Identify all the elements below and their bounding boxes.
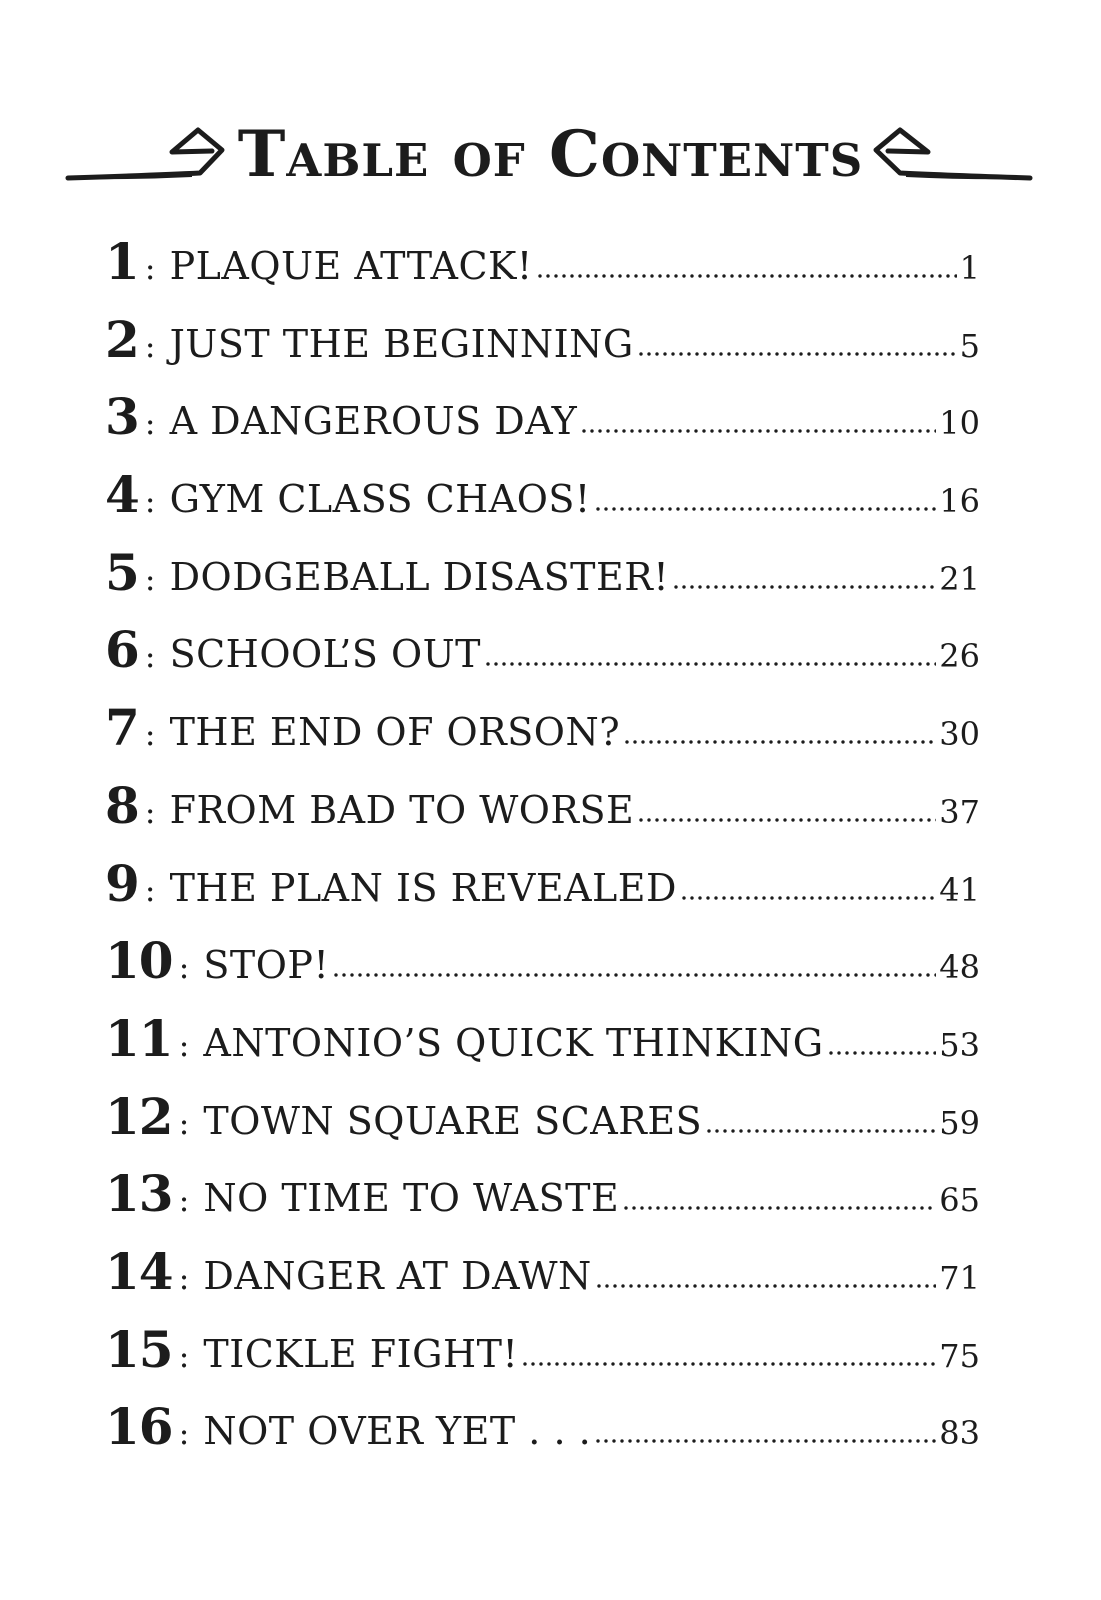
page-title: Table of Contents [237,117,864,192]
chapter-page-number: 75 [939,1336,980,1375]
chapter-number: 2 [105,309,139,369]
dot-leader [705,1129,936,1133]
chapter-colon: : [178,1336,190,1375]
chapter-entry-5 [105,543,980,621]
dot-leader [536,274,957,278]
chapter-colon: : [178,1181,190,1220]
chapter-colon: : [144,559,156,598]
chapter-colon: : [178,1258,190,1297]
dot-leader [580,429,936,433]
dot-leader [637,352,957,356]
dot-leader [595,1284,936,1288]
chapter-colon: : [178,948,190,987]
chapter-title: THE END OF ORSON? [169,710,621,755]
chapter-entry-2 [105,310,980,388]
chapter-page-number: 71 [939,1258,980,1297]
chapter-page-number: 21 [939,559,980,598]
chapter-entry-15 [105,1320,980,1398]
chapter-page-number: 37 [939,792,980,831]
chapter-colon: : [144,326,156,365]
chapter-colon: : [144,870,156,909]
chapter-title: NO TIME TO WASTE [203,1176,620,1221]
chapter-page-number: 5 [959,326,980,365]
chapter-number: 1 [105,232,139,291]
dot-leader [594,1439,936,1443]
chapter-number: 7 [105,698,139,758]
chapter-entry-16 [105,1397,980,1475]
chapter-title: STOP! [203,943,330,988]
chapter-entry-10 [105,931,980,1009]
chapter-colon: : [144,715,156,754]
chapter-colon: : [144,482,156,521]
chapter-number: 14 [105,1241,173,1301]
chapter-number: 9 [105,853,139,913]
chapter-colon: : [144,404,156,443]
chapter-page-number: 48 [939,948,980,987]
dot-leader [672,585,936,589]
chapter-number: 6 [105,620,139,680]
chapter-colon: : [144,249,156,287]
chapter-page-number: 41 [939,870,980,909]
chapter-title: NOT OVER YET . . . [203,1409,592,1454]
chapter-colon: : [144,637,156,676]
chapter-entry-11 [105,1009,980,1087]
dot-leader [680,896,936,900]
chapter-number: 12 [105,1086,173,1146]
chapter-title: TOWN SQUARE SCARES [203,1098,703,1143]
chapter-number: 10 [105,931,173,991]
chapter-title: THE PLAN IS REVEALED [169,865,677,910]
chapter-title: ANTONIO’S QUICK THINKING [203,1020,824,1065]
chapter-entry-12 [105,1087,980,1165]
chapter-entry-4 [105,465,980,543]
dot-leader [623,740,936,744]
chapter-number: 15 [105,1319,173,1379]
chapter-title: GYM CLASS CHAOS! [169,477,591,522]
chapter-colon: : [178,1025,190,1064]
chapter-page-number: 59 [939,1103,980,1142]
chapter-colon: : [178,1414,190,1453]
chapter-title: JUST THE BEGINNING [169,321,634,366]
chapter-title: DODGEBALL DISASTER! [169,554,670,599]
chapter-page-number: 65 [939,1181,980,1220]
dot-leader [622,1206,936,1210]
chapter-number: 5 [105,542,139,602]
chapter-title: TICKLE FIGHT! [203,1331,519,1376]
chapter-page-number: 16 [939,482,980,521]
chapter-number: 8 [105,775,139,835]
chapter-page-number: 30 [939,715,980,754]
chapter-colon: : [178,1103,190,1142]
chapter-entry-13 [105,1164,980,1242]
chapter-colon: : [144,792,156,831]
chapter-entry-9 [105,854,980,932]
chapter-number: 3 [105,387,139,447]
chapter-title: FROM BAD TO WORSE [169,787,635,832]
chapter-entry-3 [105,387,980,465]
chapter-page-number: 1 [959,249,980,287]
dot-leader [521,1362,936,1366]
chapter-title: SCHOOL’S OUT [169,632,481,677]
chapter-number: 13 [105,1164,173,1224]
chapter-title: DANGER AT DAWN [203,1253,592,1298]
dot-leader [332,973,936,977]
chapter-page-number: 26 [939,637,980,676]
chapter-number: 4 [105,465,139,525]
toc-heading [0,112,1101,202]
chapter-page-number: 53 [939,1025,980,1064]
dot-leader [827,1051,937,1055]
chapter-title: PLAQUE ATTACK! [169,244,533,288]
chapter-page-number: 10 [939,404,980,443]
dot-leader [594,507,937,511]
chapter-page-number: 83 [939,1414,980,1453]
chapter-entry-7 [105,698,980,776]
dot-leader [637,818,936,822]
chapter-list [105,232,980,1475]
chapter-entry-14 [105,1242,980,1320]
chapter-number: 16 [105,1397,173,1457]
chapter-number: 11 [105,1008,173,1068]
chapter-entry-6 [105,620,980,698]
chapter-entry-1 [105,232,980,310]
chapter-entry-8 [105,776,980,854]
dot-leader [484,662,936,666]
chapter-title: A DANGEROUS DAY [169,399,578,444]
